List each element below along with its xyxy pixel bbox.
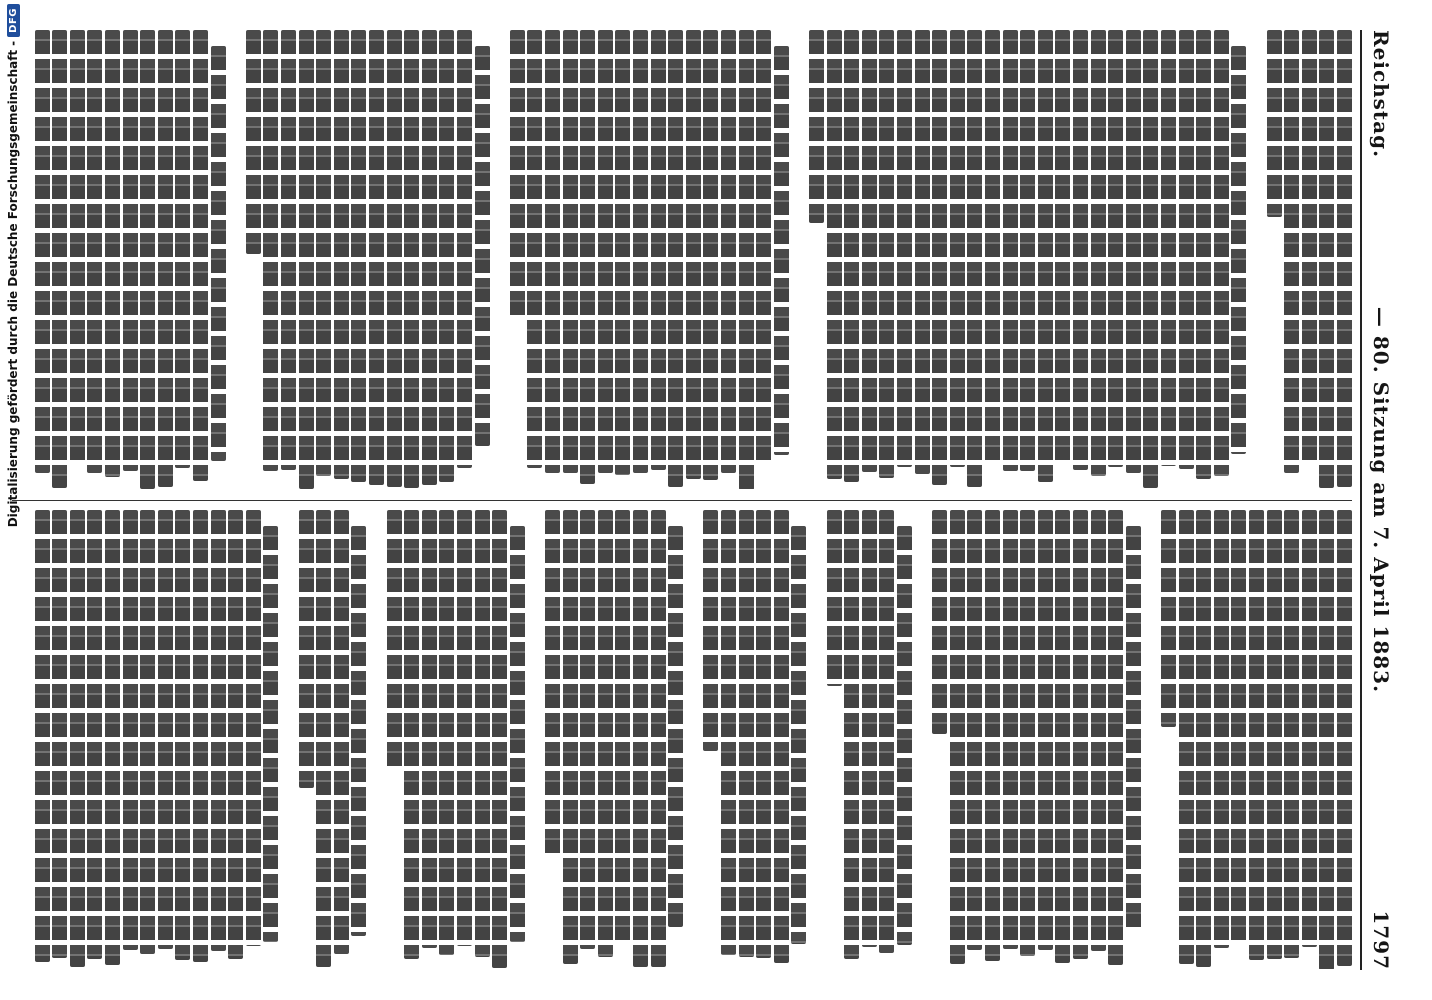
text-line: [1319, 510, 1334, 970]
text-line: [334, 510, 349, 954]
text-line: [879, 510, 894, 953]
text-line: [862, 30, 877, 472]
text-line: [70, 30, 85, 463]
text-line: [87, 30, 102, 473]
running-head-left: Reichstag.: [1369, 30, 1393, 159]
text-line: [950, 510, 965, 964]
text-line: [35, 30, 50, 473]
text-line: [1161, 510, 1176, 727]
text-line: [439, 510, 454, 955]
text-line: [1038, 510, 1053, 950]
text-line: [1337, 30, 1352, 487]
credit-text: Digitalisierung gefördert durch die Deutsche Forschungsgemeinschaft: [6, 49, 20, 528]
text-line: [475, 510, 490, 957]
text-line: [932, 30, 947, 485]
text-line: [299, 510, 314, 788]
text-line: [615, 30, 630, 475]
text-line: [263, 526, 278, 942]
text-line: [193, 30, 208, 481]
text-line: [827, 30, 842, 479]
text-line: [739, 510, 754, 957]
text-line: [1302, 30, 1317, 464]
text-line: [193, 510, 208, 962]
text-line: [281, 30, 296, 470]
text-line: [404, 30, 419, 488]
text-line: [1020, 30, 1035, 471]
text-line: [1196, 510, 1211, 967]
text-line: [721, 510, 736, 955]
text-line: [1143, 30, 1158, 488]
text-line: [475, 46, 490, 446]
text-line: [422, 510, 437, 948]
text-line: [1284, 30, 1299, 473]
scanned-page: [2, 10, 1402, 990]
text-line: [387, 510, 402, 770]
text-line: [774, 46, 789, 455]
text-line: [563, 30, 578, 473]
text-line: [228, 510, 243, 959]
text-line: [299, 30, 314, 489]
text-line: [1126, 526, 1141, 929]
text-line: [879, 30, 894, 478]
text-line: [1284, 510, 1299, 958]
text-line: [123, 30, 138, 471]
text-line: [369, 30, 384, 485]
text-line: [175, 30, 190, 468]
text-line: [211, 510, 226, 951]
text-line: [703, 30, 718, 480]
text-line: [932, 510, 947, 734]
text-line: [739, 30, 754, 490]
text-line: [651, 510, 666, 967]
text-line: [1249, 510, 1264, 960]
text-column-right: [12, 510, 1352, 970]
text-line: [615, 510, 630, 945]
text-line: [1179, 510, 1194, 964]
text-line: [1302, 510, 1317, 947]
text-line: [263, 30, 278, 471]
digitization-credit: [2, 0, 24, 1000]
text-line: [1091, 510, 1106, 951]
text-line: [809, 30, 824, 223]
text-line: [985, 30, 1000, 463]
text-line: [967, 30, 982, 487]
text-line: [422, 30, 437, 485]
text-line: [387, 30, 402, 487]
text-line: [140, 30, 155, 489]
text-line: [105, 30, 120, 477]
text-line: [140, 510, 155, 954]
text-line: [756, 30, 771, 463]
text-line: [105, 510, 120, 965]
text-line: [1126, 30, 1141, 473]
text-line: [211, 46, 226, 461]
text-line: [897, 30, 912, 467]
text-line: [1055, 510, 1070, 963]
text-line: [563, 510, 578, 964]
text-line: [686, 30, 701, 479]
text-line: [52, 30, 67, 488]
text-line: [457, 30, 472, 468]
text-line: [246, 30, 261, 254]
text-line: [668, 526, 683, 927]
text-line: [1231, 46, 1246, 454]
text-line: [1073, 30, 1088, 470]
text-line: [545, 30, 560, 473]
text-line: [967, 510, 982, 950]
text-line: [1091, 30, 1106, 476]
text-line: [633, 30, 648, 473]
header-rule: [1360, 30, 1362, 970]
text-line: [52, 510, 67, 958]
text-line: [35, 510, 50, 962]
text-column-left: [12, 30, 1352, 490]
text-line: [756, 510, 771, 958]
text-line: [316, 30, 331, 476]
text-line: [1108, 30, 1123, 467]
text-line: [862, 510, 877, 947]
page-header: [1364, 30, 1398, 970]
text-line: [598, 510, 613, 957]
text-line: [457, 510, 472, 946]
text-line: [87, 510, 102, 959]
text-line: [1161, 30, 1176, 466]
text-line: [633, 510, 648, 967]
text-line: [1179, 30, 1194, 469]
text-line: [651, 30, 666, 470]
text-line: [721, 30, 736, 473]
text-line: [580, 510, 595, 949]
text-line: [985, 510, 1000, 961]
text-line: [827, 510, 842, 686]
page-number: 1797: [1369, 910, 1393, 970]
dfg-logo: DFG: [7, 4, 20, 37]
text-line: [246, 510, 261, 946]
text-line: [1003, 510, 1018, 949]
text-line: [439, 30, 454, 482]
text-line: [1319, 30, 1334, 488]
text-line: [1108, 510, 1123, 965]
text-line: [545, 510, 560, 855]
text-line: [897, 526, 912, 945]
text-line: [404, 510, 419, 959]
text-line: [844, 510, 859, 959]
text-line: [158, 510, 173, 949]
text-line: [158, 30, 173, 487]
text-line: [1267, 510, 1282, 959]
credit-separator: -: [6, 40, 20, 46]
text-line: [123, 510, 138, 950]
text-line: [527, 30, 542, 468]
text-line: [510, 30, 525, 318]
text-line: [950, 30, 965, 467]
text-line: [1003, 30, 1018, 471]
text-line: [1231, 510, 1246, 944]
text-line: [580, 30, 595, 484]
text-line: [1214, 30, 1229, 476]
text-line: [70, 510, 85, 967]
running-head-session: — 80. Sitzung am 7. April 1883.: [1369, 306, 1393, 694]
text-line: [915, 30, 930, 474]
text-line: [316, 510, 331, 967]
text-line: [1267, 30, 1282, 217]
text-line: [668, 30, 683, 487]
text-line: [1038, 30, 1053, 482]
text-line: [598, 30, 613, 473]
text-line: [791, 526, 806, 944]
text-line: [1020, 510, 1035, 956]
text-line: [492, 510, 507, 968]
text-line: [175, 510, 190, 960]
text-line: [774, 510, 789, 963]
text-line: [1196, 30, 1211, 479]
text-line: [1337, 510, 1352, 966]
text-line: [334, 30, 349, 479]
text-line: [510, 526, 525, 942]
text-line: [844, 30, 859, 482]
text-line: [1055, 30, 1070, 465]
text-line: [1214, 510, 1229, 948]
column-divider: [12, 500, 1352, 501]
text-line: [351, 30, 366, 482]
text-line: [351, 526, 366, 936]
text-line: [1073, 510, 1088, 959]
text-line: [703, 510, 718, 751]
